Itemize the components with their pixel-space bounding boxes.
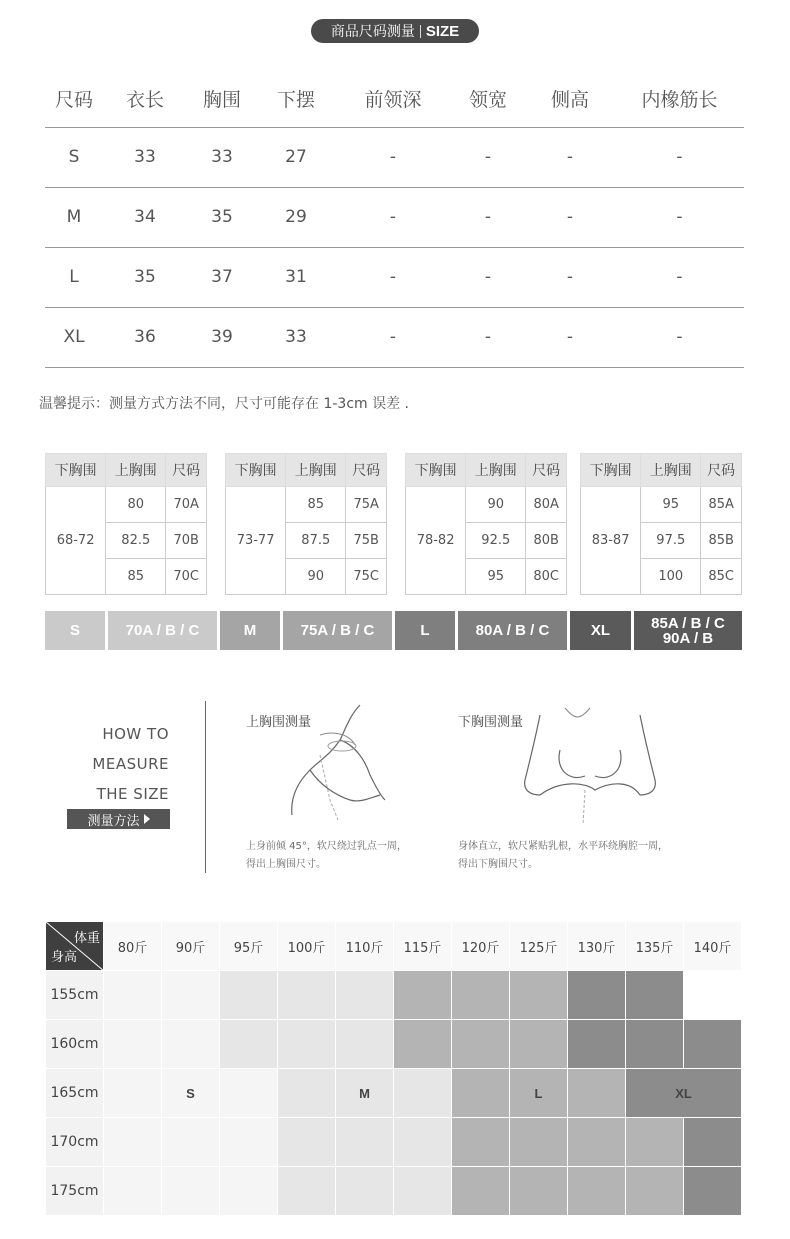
size-label-m: M	[336, 1069, 394, 1118]
weight-header: 90斤	[162, 922, 220, 971]
bra-header: 尺码	[166, 454, 207, 487]
table-row	[45, 307, 744, 367]
cup-size: 70C	[166, 559, 207, 595]
upper-desc-line: 上身前倾 45°，软尺绕过乳点一周，	[246, 841, 407, 852]
grid-cell	[568, 1118, 626, 1167]
grid-cell	[452, 971, 510, 1020]
grid-cell	[220, 1118, 278, 1167]
table-cell: -	[451, 247, 525, 307]
table-row	[45, 127, 744, 187]
table-cell: -	[335, 127, 451, 187]
height-header: 160cm	[46, 1020, 104, 1069]
grid-cell	[626, 971, 684, 1020]
table-cell: 33	[257, 307, 335, 367]
grid-cell	[684, 1118, 742, 1167]
grid-cell	[162, 971, 220, 1020]
grid-cell	[626, 1118, 684, 1167]
weight-header: 130斤	[568, 922, 626, 971]
bra-table-1	[45, 453, 207, 595]
table-cell: 36	[103, 307, 187, 367]
table-cell: 35	[187, 187, 257, 247]
under-bust-range: 68-72	[46, 487, 106, 595]
grid-cell	[278, 971, 336, 1020]
cup-size: 80A	[526, 487, 567, 523]
upper-bust: 92.5	[466, 523, 526, 559]
bra-header: 下胸围	[226, 454, 286, 487]
corner-height-label: 身高	[51, 950, 78, 965]
grid-cell	[336, 1118, 394, 1167]
weight-header: 115斤	[394, 922, 452, 971]
upper-bust: 95	[466, 559, 526, 595]
cup-seg-m: 75A / B / C	[283, 611, 392, 650]
col-header: 领宽	[451, 70, 525, 127]
bra-header: 上胸围	[466, 454, 526, 487]
grid-cell	[568, 1069, 626, 1118]
table-cell: -	[615, 247, 744, 307]
upper-bust-desc	[246, 838, 407, 874]
grid-cell	[104, 1167, 162, 1216]
grid-cell	[104, 971, 162, 1020]
under-bust-range: 73-77	[226, 487, 286, 595]
col-header: 衣长	[103, 70, 187, 127]
size-table	[45, 70, 744, 368]
upper-bust: 90	[286, 559, 346, 595]
cup-size: 75C	[346, 559, 387, 595]
grid-cell	[336, 1020, 394, 1069]
bra-header: 上胸围	[106, 454, 166, 487]
table-cell: 39	[187, 307, 257, 367]
grid-cell	[104, 1020, 162, 1069]
lower-bust-illustration	[515, 700, 665, 825]
upper-desc-line: 得出上胸围尺寸。	[246, 859, 326, 870]
grid-cell	[278, 1069, 336, 1118]
weight-height-grid	[45, 921, 742, 1216]
height-header: 170cm	[46, 1118, 104, 1167]
size-label-s: S	[162, 1069, 220, 1118]
table-cell: 33	[187, 127, 257, 187]
grid-cell	[278, 1020, 336, 1069]
upper-bust: 82.5	[106, 523, 166, 559]
how-to-line: MEASURE	[92, 755, 169, 773]
measure-method-button[interactable]	[67, 809, 170, 829]
grid-cell	[278, 1167, 336, 1216]
bra-header: 尺码	[346, 454, 387, 487]
cup-size: 80C	[526, 559, 567, 595]
weight-header: 100斤	[278, 922, 336, 971]
grid-cell	[626, 1167, 684, 1216]
weight-header: 135斤	[626, 922, 684, 971]
lower-bust-title: 下胸围测量	[458, 715, 524, 730]
grid-cell	[394, 1069, 452, 1118]
bra-header: 上胸围	[641, 454, 701, 487]
how-to-line: THE SIZE	[96, 785, 169, 803]
table-cell: -	[615, 307, 744, 367]
grid-cell	[220, 1167, 278, 1216]
size-seg-m: M	[220, 611, 280, 650]
grid-cell	[510, 1118, 568, 1167]
header-separator	[420, 25, 421, 38]
table-cell: XL	[45, 307, 103, 367]
grid-cell	[510, 971, 568, 1020]
upper-bust-illustration	[280, 700, 400, 825]
bra-header: 下胸围	[581, 454, 641, 487]
grid-cell	[394, 1020, 452, 1069]
lower-desc-line: 得出下胸围尺寸。	[458, 859, 538, 870]
upper-bust: 87.5	[286, 523, 346, 559]
table-cell: 35	[103, 247, 187, 307]
table-row	[45, 247, 744, 307]
table-cell: 29	[257, 187, 335, 247]
lower-desc-line: 身体直立，软尺紧贴乳根，水平环绕胸腔一周，	[458, 841, 668, 852]
bra-table-4	[580, 453, 742, 595]
cup-size: 70A	[166, 487, 207, 523]
lower-bust-desc	[458, 838, 668, 874]
measurement-note: 温馨提示：测量方式方法不同，尺寸可能存在 1-3cm 误差 .	[39, 396, 410, 412]
col-header: 前领深	[335, 70, 451, 127]
cup-seg-s: 70A / B / C	[108, 611, 217, 650]
table-cell: -	[525, 247, 615, 307]
weight-header: 110斤	[336, 922, 394, 971]
grid-cell	[104, 1069, 162, 1118]
cup-size: 75A	[346, 487, 387, 523]
table-row	[45, 187, 744, 247]
table-cell: 37	[187, 247, 257, 307]
grid-cell	[278, 1118, 336, 1167]
weight-header: 140斤	[684, 922, 742, 971]
cup-size: 75B	[346, 523, 387, 559]
weight-header: 80斤	[104, 922, 162, 971]
cup-seg-xl-line1: 85A / B / C	[651, 614, 725, 632]
col-header: 下摆	[257, 70, 335, 127]
table-cell: -	[451, 187, 525, 247]
upper-bust: 100	[641, 559, 701, 595]
grid-cell	[394, 1118, 452, 1167]
table-cell: -	[335, 247, 451, 307]
grid-cell	[336, 971, 394, 1020]
table-cell: 27	[257, 127, 335, 187]
bra-header: 下胸围	[406, 454, 466, 487]
size-table-header	[45, 70, 744, 127]
corner-weight-label: 体重	[73, 931, 100, 946]
table-cell: -	[451, 127, 525, 187]
size-seg-xl: XL	[570, 611, 631, 650]
table-cell: -	[525, 187, 615, 247]
grid-cell	[336, 1167, 394, 1216]
grid-cell	[452, 1118, 510, 1167]
size-label-l: L	[510, 1069, 568, 1118]
grid-cell	[220, 1020, 278, 1069]
size-header-pill	[311, 19, 479, 43]
grid-cell	[684, 971, 742, 1020]
upper-bust: 85	[106, 559, 166, 595]
cup-seg-l: 80A / B / C	[458, 611, 567, 650]
cup-size: 85A	[701, 487, 742, 523]
upper-bust: 85	[286, 487, 346, 523]
cup-size: 85B	[701, 523, 742, 559]
weight-header: 125斤	[510, 922, 568, 971]
table-cell: -	[451, 307, 525, 367]
table-cell: -	[615, 187, 744, 247]
col-header: 内橡筋长	[615, 70, 744, 127]
bra-header: 尺码	[701, 454, 742, 487]
under-bust-range: 78-82	[406, 487, 466, 595]
grid-cell	[162, 1118, 220, 1167]
size-label-xl: XL	[626, 1069, 742, 1118]
grid-cell	[162, 1020, 220, 1069]
bra-header: 下胸围	[46, 454, 106, 487]
table-cell: -	[615, 127, 744, 187]
bra-table-2	[225, 453, 387, 595]
cup-size: 80B	[526, 523, 567, 559]
grid-cell	[104, 1118, 162, 1167]
cup-seg-xl-line2: 90A / B	[662, 629, 714, 647]
grid-cell	[394, 1167, 452, 1216]
grid-cell	[568, 971, 626, 1020]
table-cell: 31	[257, 247, 335, 307]
upper-bust: 80	[106, 487, 166, 523]
size-seg-s: S	[45, 611, 105, 650]
grid-cell	[394, 971, 452, 1020]
play-arrow-icon	[144, 814, 150, 824]
col-header: 胸围	[187, 70, 257, 127]
bra-header: 上胸围	[286, 454, 346, 487]
height-header: 175cm	[46, 1167, 104, 1216]
col-header: 侧高	[525, 70, 615, 127]
upper-bust: 90	[466, 487, 526, 523]
table-cell: 34	[103, 187, 187, 247]
grid-corner	[46, 922, 104, 971]
grid-cell	[452, 1167, 510, 1216]
grid-cell	[568, 1167, 626, 1216]
weight-header: 95斤	[220, 922, 278, 971]
grid-cell	[220, 1069, 278, 1118]
upper-bust-title: 上胸围测量	[246, 715, 312, 730]
upper-bust: 97.5	[641, 523, 701, 559]
cup-size: 70B	[166, 523, 207, 559]
size-header-cn: 商品尺码测量	[330, 24, 415, 40]
table-cell: -	[525, 307, 615, 367]
col-header: 尺码	[45, 70, 103, 127]
measure-method-label: 测量方法	[87, 813, 140, 829]
weight-header: 120斤	[452, 922, 510, 971]
how-to-line: HOW TO	[102, 725, 169, 743]
cup-size: 85C	[701, 559, 742, 595]
table-cell: -	[335, 307, 451, 367]
grid-cell	[220, 971, 278, 1020]
grid-cell	[626, 1020, 684, 1069]
grid-cell	[684, 1167, 742, 1216]
cup-seg-xl	[634, 611, 742, 650]
grid-cell	[510, 1167, 568, 1216]
bra-table-3	[405, 453, 567, 595]
grid-cell	[684, 1020, 742, 1069]
size-seg-l: L	[395, 611, 455, 650]
upper-bust: 95	[641, 487, 701, 523]
under-bust-range: 83-87	[581, 487, 641, 595]
grid-cell	[452, 1069, 510, 1118]
grid-cell	[452, 1020, 510, 1069]
grid-cell	[162, 1167, 220, 1216]
bra-header: 尺码	[526, 454, 567, 487]
table-cell: L	[45, 247, 103, 307]
table-cell: S	[45, 127, 103, 187]
table-cell: 33	[103, 127, 187, 187]
table-cell: -	[525, 127, 615, 187]
height-header: 155cm	[46, 971, 104, 1020]
divider	[205, 701, 206, 873]
how-to-heading	[60, 719, 169, 809]
table-cell: M	[45, 187, 103, 247]
grid-cell	[510, 1020, 568, 1069]
size-header-en: SIZE	[425, 22, 460, 40]
table-cell: -	[335, 187, 451, 247]
grid-cell	[568, 1020, 626, 1069]
height-header: 165cm	[46, 1069, 104, 1118]
